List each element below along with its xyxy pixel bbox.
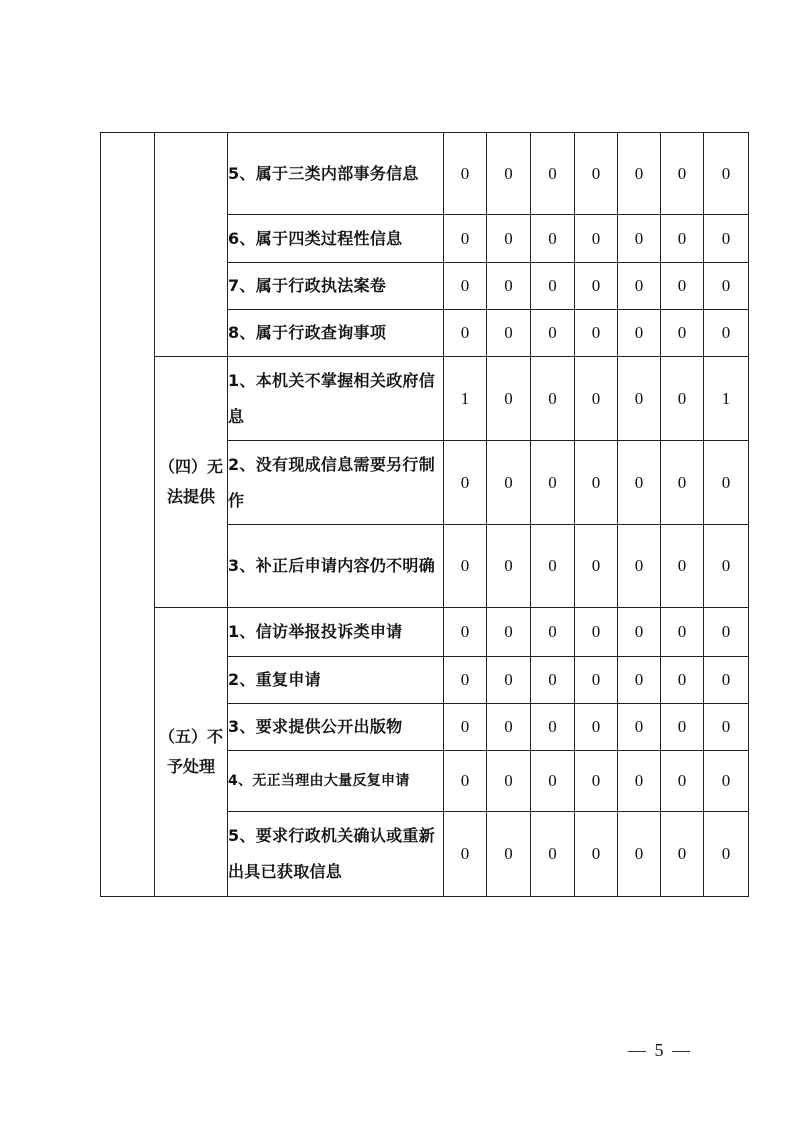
table-row: [101, 133, 749, 215]
value-cell: 0: [704, 812, 749, 897]
value-cell: 0: [618, 751, 661, 812]
value-cell: 0: [487, 310, 531, 357]
row-label: 5、属于三类内部事务信息: [228, 133, 444, 215]
value-cell: 0: [575, 608, 618, 657]
value-cell: 0: [444, 133, 487, 215]
value-cell: 0: [661, 263, 704, 310]
value-cell: 0: [444, 441, 487, 525]
value-cell: 0: [661, 704, 704, 751]
row-label: 3、要求提供公开出版物: [228, 704, 444, 751]
value-cell: 0: [444, 812, 487, 897]
value-cell: 0: [704, 441, 749, 525]
page-number: — 5 —: [628, 1040, 692, 1060]
value-cell: 0: [444, 310, 487, 357]
row-label: 1、本机关不掌握相关政府信息: [228, 357, 444, 441]
value-cell: 0: [575, 441, 618, 525]
value-cell: 0: [704, 310, 749, 357]
value-cell: 1: [444, 357, 487, 441]
value-cell: 0: [575, 812, 618, 897]
value-cell: 0: [531, 704, 575, 751]
value-cell: 0: [531, 608, 575, 657]
value-cell: 0: [444, 751, 487, 812]
value-cell: 0: [575, 263, 618, 310]
value-cell: 0: [487, 608, 531, 657]
value-cell: 0: [575, 704, 618, 751]
table-row: [101, 608, 749, 657]
value-cell: 0: [618, 310, 661, 357]
value-cell: 1: [704, 357, 749, 441]
disclosure-statistics-table: [100, 132, 749, 897]
value-cell: 0: [575, 310, 618, 357]
value-cell: 0: [487, 263, 531, 310]
value-cell: 0: [531, 751, 575, 812]
row-label: 3、补正后申请内容仍不明确: [228, 525, 444, 608]
value-cell: 0: [575, 133, 618, 215]
value-cell: 0: [444, 215, 487, 263]
row-label: 5、要求行政机关确认或重新出具已获取信息: [228, 812, 444, 897]
value-cell: 0: [618, 357, 661, 441]
value-cell: 0: [575, 657, 618, 704]
value-cell: 0: [444, 608, 487, 657]
value-cell: 0: [618, 525, 661, 608]
value-cell: 0: [704, 657, 749, 704]
value-cell: 0: [704, 751, 749, 812]
outer-category-cell: [101, 133, 155, 897]
value-cell: 0: [661, 310, 704, 357]
value-cell: 0: [575, 357, 618, 441]
value-cell: 0: [618, 704, 661, 751]
row-label: 1、信访举报投诉类申请: [228, 608, 444, 657]
value-cell: 0: [661, 357, 704, 441]
row-label: 2、没有现成信息需要另行制作: [228, 441, 444, 525]
value-cell: 0: [487, 812, 531, 897]
value-cell: 0: [704, 133, 749, 215]
table-row: [101, 357, 749, 441]
value-cell: 0: [661, 133, 704, 215]
value-cell: 0: [618, 441, 661, 525]
category-cell-not-processed: （五）不予处理: [155, 608, 228, 897]
value-cell: 0: [661, 215, 704, 263]
value-cell: 0: [487, 751, 531, 812]
value-cell: 0: [531, 812, 575, 897]
value-cell: 0: [487, 133, 531, 215]
row-label: 7、属于行政执法案卷: [228, 263, 444, 310]
value-cell: 0: [531, 263, 575, 310]
row-label: 2、重复申请: [228, 657, 444, 704]
value-cell: 0: [618, 215, 661, 263]
value-cell: 0: [618, 608, 661, 657]
value-cell: 0: [575, 525, 618, 608]
value-cell: 0: [575, 215, 618, 263]
value-cell: 0: [487, 441, 531, 525]
value-cell: 0: [704, 704, 749, 751]
value-cell: 0: [704, 608, 749, 657]
row-label: 6、属于四类过程性信息: [228, 215, 444, 263]
category-cell: [155, 133, 228, 357]
value-cell: 0: [487, 215, 531, 263]
value-cell: 0: [487, 525, 531, 608]
value-cell: 0: [661, 608, 704, 657]
value-cell: 0: [618, 263, 661, 310]
value-cell: 0: [531, 525, 575, 608]
value-cell: 0: [704, 525, 749, 608]
value-cell: 0: [661, 751, 704, 812]
value-cell: 0: [661, 812, 704, 897]
value-cell: 0: [531, 657, 575, 704]
value-cell: 0: [618, 133, 661, 215]
value-cell: 0: [444, 263, 487, 310]
category-cell-unable-to-provide: （四）无法提供: [155, 357, 228, 608]
value-cell: 0: [661, 441, 704, 525]
value-cell: 0: [444, 657, 487, 704]
value-cell: 0: [575, 751, 618, 812]
value-cell: 0: [444, 525, 487, 608]
value-cell: 0: [531, 310, 575, 357]
value-cell: 0: [531, 357, 575, 441]
value-cell: 0: [531, 133, 575, 215]
value-cell: 0: [487, 357, 531, 441]
value-cell: 0: [704, 263, 749, 310]
value-cell: 0: [444, 704, 487, 751]
value-cell: 0: [531, 215, 575, 263]
value-cell: 0: [704, 215, 749, 263]
value-cell: 0: [618, 657, 661, 704]
value-cell: 0: [661, 525, 704, 608]
value-cell: 0: [487, 657, 531, 704]
value-cell: 0: [661, 657, 704, 704]
row-label: 8、属于行政查询事项: [228, 310, 444, 357]
value-cell: 0: [618, 812, 661, 897]
value-cell: 0: [487, 704, 531, 751]
value-cell: 0: [531, 441, 575, 525]
row-label: 4、无正当理由大量反复申请: [228, 751, 444, 812]
